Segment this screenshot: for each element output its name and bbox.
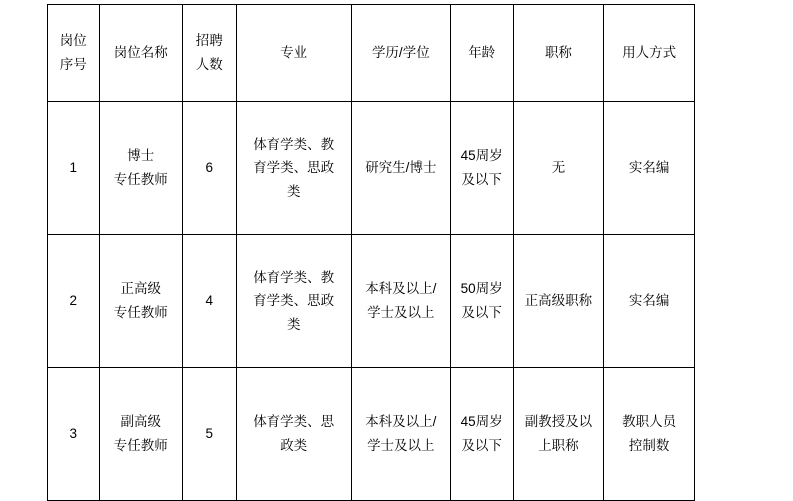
column-header-major: 专业	[236, 5, 351, 102]
column-header-education: 学历/学位	[351, 5, 450, 102]
cell-position-name: 正高级 专任教师	[99, 235, 182, 368]
cell-education: 研究生/博士	[351, 102, 450, 235]
cell-education: 本科及以上/ 学士及以上	[351, 368, 450, 501]
column-header-title: 职称	[513, 5, 604, 102]
cell-count: 5	[182, 368, 236, 501]
cell-seq: 3	[48, 368, 100, 501]
table-row	[48, 235, 695, 368]
table-row	[48, 102, 695, 235]
column-header-name: 岗位名称	[99, 5, 182, 102]
cell-seq: 1	[48, 102, 100, 235]
cell-employment: 教职人员 控制数	[604, 368, 695, 501]
cell-title: 正高级职称	[513, 235, 604, 368]
cell-employment: 实名编	[604, 235, 695, 368]
cell-count: 4	[182, 235, 236, 368]
job-table-container	[47, 4, 695, 501]
cell-employment: 实名编	[604, 102, 695, 235]
cell-title: 无	[513, 102, 604, 235]
cell-age: 50周岁 及以下	[450, 235, 513, 368]
table-row	[48, 368, 695, 501]
cell-major: 体育学类、教 育学类、思政 类	[236, 102, 351, 235]
table-header-row	[48, 5, 695, 102]
cell-education: 本科及以上/ 学士及以上	[351, 235, 450, 368]
cell-position-name: 博士 专任教师	[99, 102, 182, 235]
cell-age: 45周岁 及以下	[450, 368, 513, 501]
column-header-age: 年龄	[450, 5, 513, 102]
cell-count: 6	[182, 102, 236, 235]
recruitment-positions-table	[47, 4, 695, 501]
cell-title: 副教授及以 上职称	[513, 368, 604, 501]
column-header-seq: 岗位 序号	[48, 5, 100, 102]
cell-age: 45周岁 及以下	[450, 102, 513, 235]
column-header-employment: 用人方式	[604, 5, 695, 102]
cell-seq: 2	[48, 235, 100, 368]
cell-position-name: 副高级 专任教师	[99, 368, 182, 501]
cell-major: 体育学类、思 政类	[236, 368, 351, 501]
column-header-count: 招聘 人数	[182, 5, 236, 102]
cell-major: 体育学类、教 育学类、思政 类	[236, 235, 351, 368]
